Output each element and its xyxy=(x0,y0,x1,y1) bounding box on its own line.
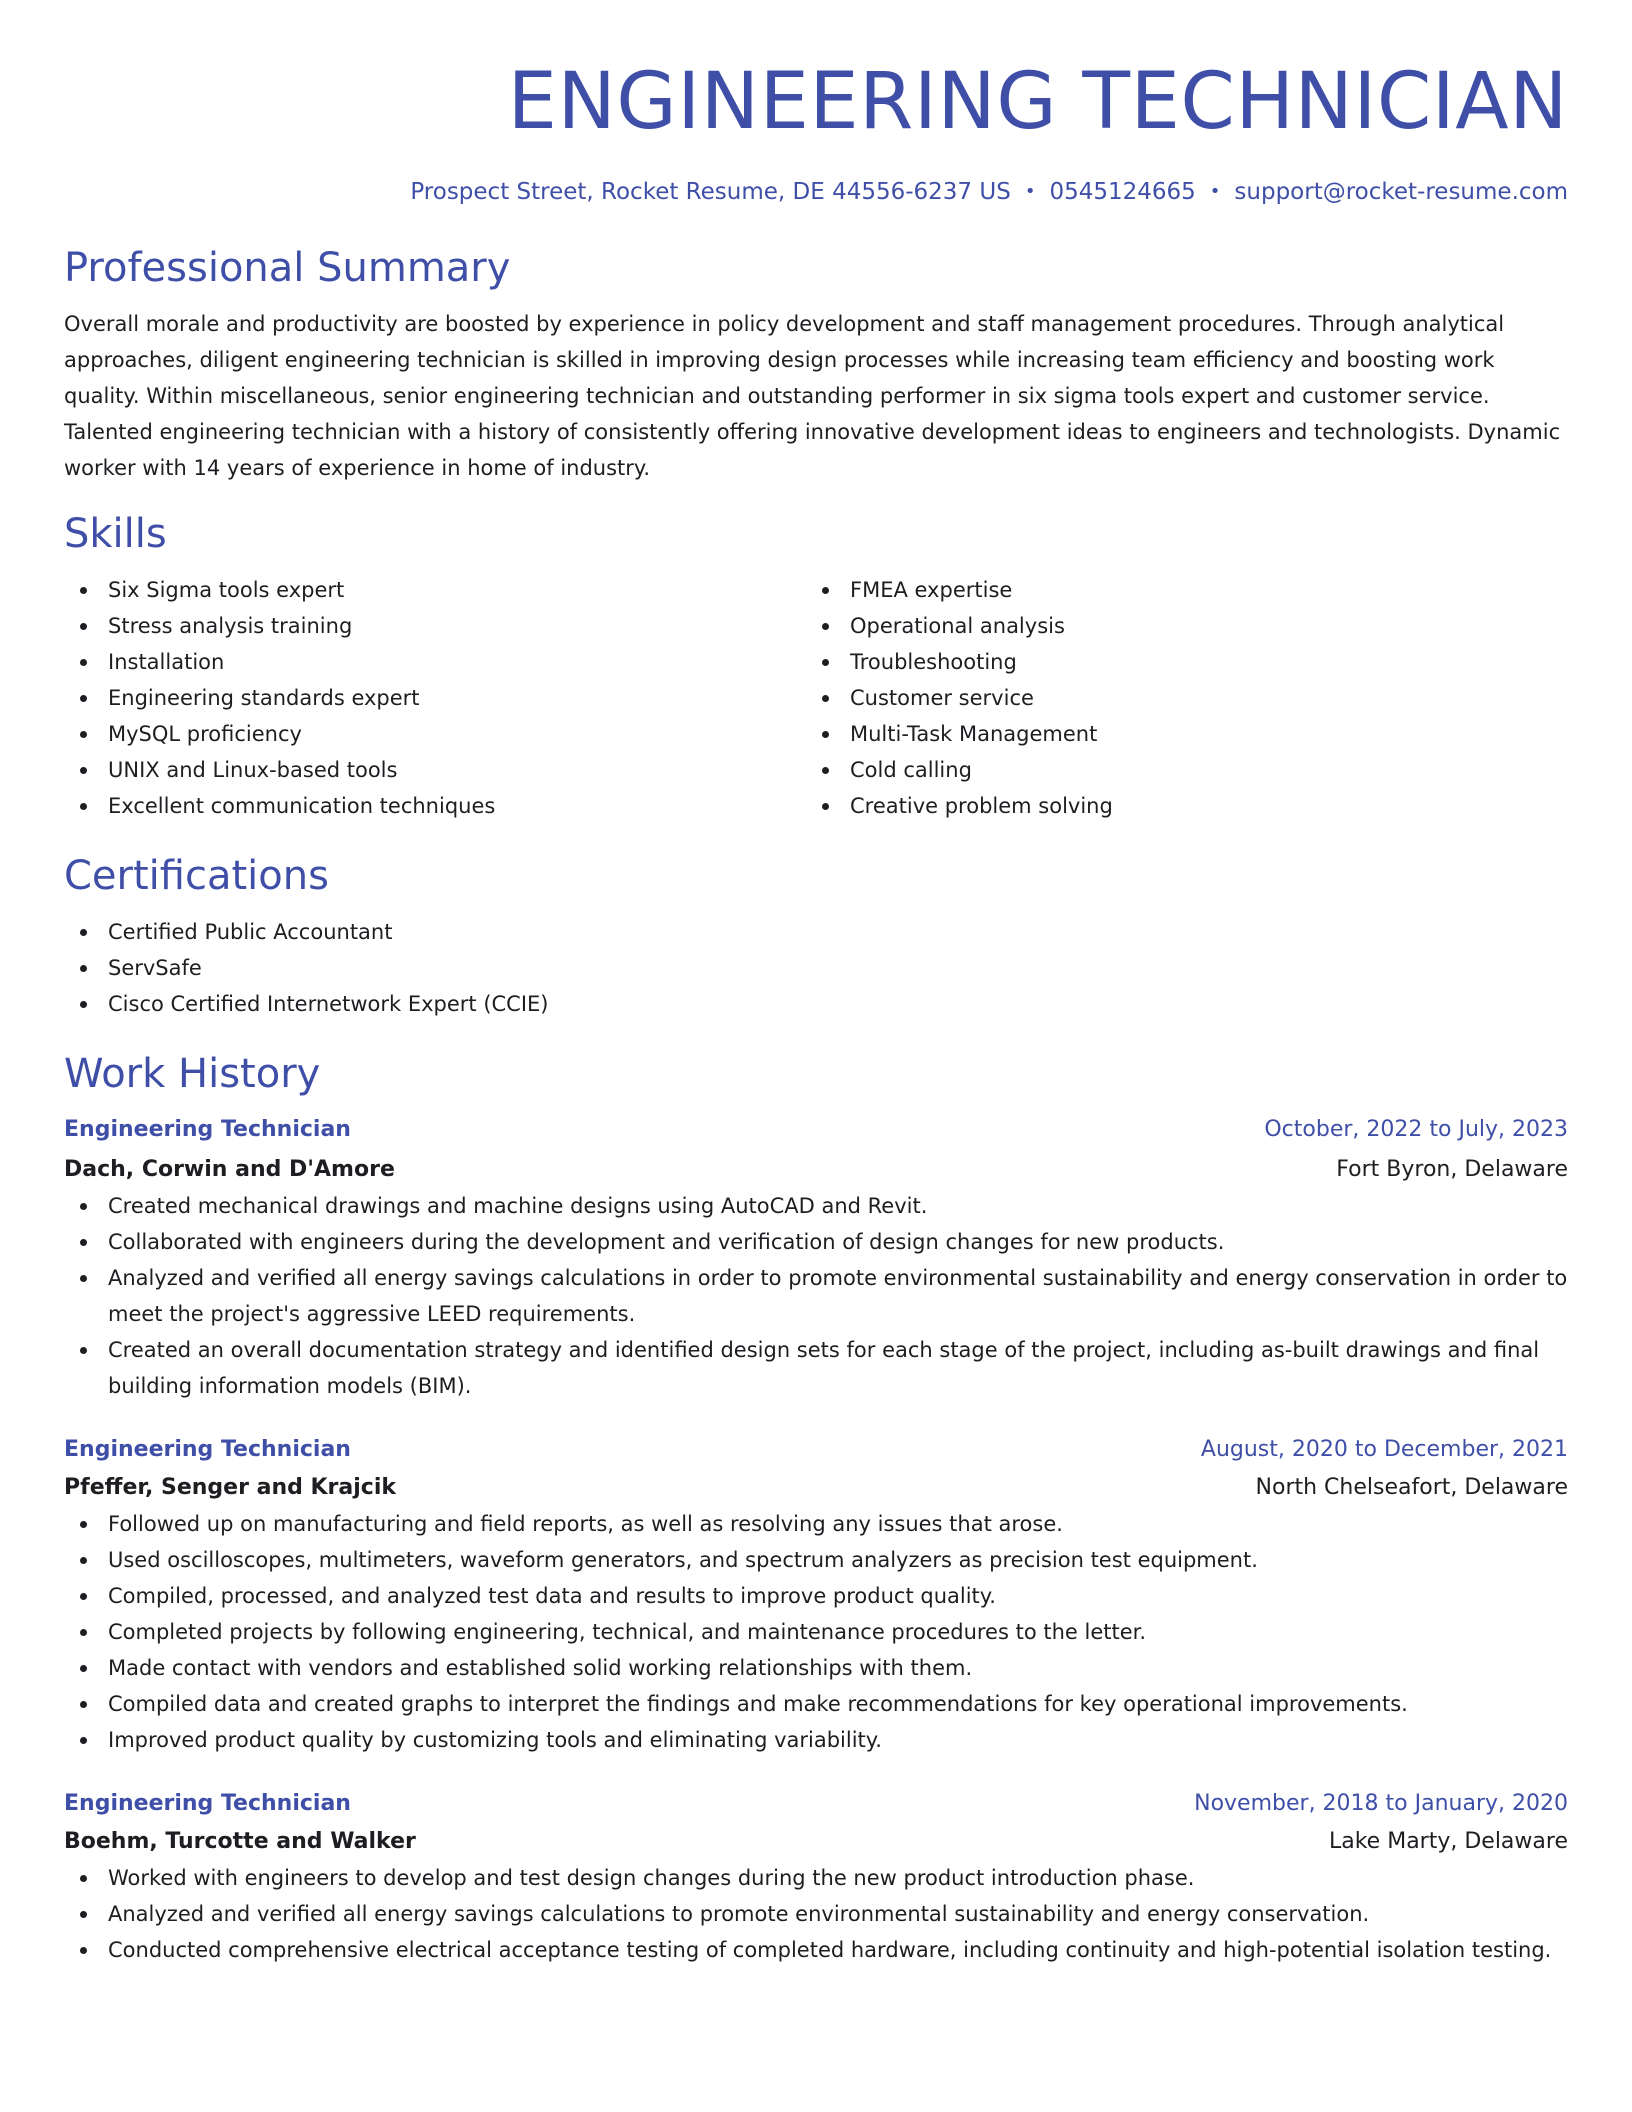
contact-phone: 0545124665 xyxy=(1049,179,1196,205)
job-bullet: Followed up on manufacturing and field reports, as well as resolving any issues that arose. xyxy=(64,1506,1568,1542)
job-company: Dach, Corwin and D'Amore xyxy=(64,1157,395,1182)
skill-item: Customer service xyxy=(806,680,1548,716)
job-bullets xyxy=(64,1506,1568,1758)
job-bullet: Conducted comprehensive electrical acceptance testing of completed hardware, including continuity and high-potential isolation testing. xyxy=(64,1932,1568,1968)
job-bullet: Worked with engineers to develop and test design changes during the new product introduction phase. xyxy=(64,1860,1568,1896)
job-bullets xyxy=(64,1860,1568,1968)
job-entry xyxy=(64,1112,1568,1404)
job-title: Engineering Technician xyxy=(64,1791,351,1816)
skill-item: Engineering standards expert xyxy=(64,680,806,716)
job-company-row xyxy=(64,1152,1568,1188)
skills-grid xyxy=(64,572,1568,824)
contact-email[interactable]: support@rocket-resume.com xyxy=(1234,179,1568,205)
skill-item: Six Sigma tools expert xyxy=(64,572,806,608)
skills-heading: Skills xyxy=(64,511,167,557)
skill-item: Multi-Task Management xyxy=(806,716,1548,752)
job-bullet: Created mechanical drawings and machine designs using AutoCAD and Revit. xyxy=(64,1188,1568,1224)
certifications-section xyxy=(64,848,1568,1022)
summary-section xyxy=(64,240,1568,486)
job-bullet: Used oscilloscopes, multimeters, waveform generators, and spectrum analyzers as precision test equipment. xyxy=(64,1542,1568,1578)
skill-item: Excellent communication techniques xyxy=(64,788,806,824)
job-dates: August, 2020 to December, 2021 xyxy=(1200,1437,1568,1462)
job-entry xyxy=(64,1432,1568,1758)
job-bullet: Analyzed and verified all energy savings calculations in order to promote environmental sustainability and energy conservation in order to meet the project's aggressive LEED requirements. xyxy=(64,1260,1568,1332)
work-history-heading: Work History xyxy=(64,1051,321,1097)
job-location: Lake Marty, Delaware xyxy=(1328,1829,1568,1854)
skill-item: MySQL proficiency xyxy=(64,716,806,752)
skills-column-right xyxy=(806,572,1548,824)
job-location: Fort Byron, Delaware xyxy=(1336,1157,1568,1182)
contact-separator: • xyxy=(1024,181,1036,202)
job-title: Engineering Technician xyxy=(64,1437,351,1462)
skill-item: FMEA expertise xyxy=(806,572,1548,608)
job-title-row xyxy=(64,1786,1568,1822)
job-bullets xyxy=(64,1188,1568,1404)
skills-section xyxy=(64,506,1568,824)
skill-item: Troubleshooting xyxy=(806,644,1548,680)
skill-item: Installation xyxy=(64,644,806,680)
certifications-heading: Certifications xyxy=(64,853,329,899)
job-title-row xyxy=(64,1432,1568,1468)
contact-address: Prospect Street, Rocket Resume, DE 44556-6237 US xyxy=(410,179,1011,205)
skill-item: Operational analysis xyxy=(806,608,1548,644)
job-bullet: Improved product quality by customizing tools and eliminating variability. xyxy=(64,1722,1568,1758)
job-bullet: Created an overall documentation strategy and identified design sets for each stage of the project, including as-built drawings and final building information models (BIM). xyxy=(64,1332,1568,1404)
certification-item: Cisco Certified Internetwork Expert (CCIE) xyxy=(64,986,1568,1022)
job-location: North Chelseafort, Delaware xyxy=(1255,1475,1568,1500)
skills-list-right xyxy=(806,572,1548,824)
skill-item: Creative problem solving xyxy=(806,788,1548,824)
skill-item: Cold calling xyxy=(806,752,1548,788)
job-title: Engineering Technician xyxy=(64,1117,351,1142)
job-company: Pfeffer, Senger and Krajcik xyxy=(64,1475,397,1500)
certifications-list xyxy=(64,914,1568,1022)
job-company-row xyxy=(64,1470,1568,1506)
job-dates: November, 2018 to January, 2020 xyxy=(1194,1791,1568,1816)
contact-separator: • xyxy=(1209,181,1221,202)
summary-heading: Professional Summary xyxy=(64,245,511,291)
job-bullet: Collaborated with engineers during the development and verification of design changes for new products. xyxy=(64,1224,1568,1260)
skill-item: UNIX and Linux-based tools xyxy=(64,752,806,788)
job-bullet: Compiled, processed, and analyzed test data and results to improve product quality. xyxy=(64,1578,1568,1614)
contact-line xyxy=(64,176,1568,208)
resume-page xyxy=(64,0,1568,1968)
skill-item: Stress analysis training xyxy=(64,608,806,644)
job-entry xyxy=(64,1786,1568,1968)
skills-list-left xyxy=(64,572,806,824)
work-history-section xyxy=(64,1046,1568,1968)
resume-header xyxy=(64,0,1568,208)
job-company: Boehm, Turcotte and Walker xyxy=(64,1829,416,1854)
job-bullet: Made contact with vendors and established solid working relationships with them. xyxy=(64,1650,1568,1686)
job-bullet: Compiled data and created graphs to interpret the findings and make recommendations for key operational improvements. xyxy=(64,1686,1568,1722)
job-company-row xyxy=(64,1824,1568,1860)
job-title-row xyxy=(64,1112,1568,1148)
summary-text: Overall morale and productivity are boosted by experience in policy development and staff management procedures. Through analytical approaches, diligent engineering technician is skilled in improving design processes while increasing team efficiency and boosting work quality. Within miscellaneous, senior engineering technician and outstanding performer in six sigma tools expert and customer service. Talented engineering technician with a history of consistently offering innovative development ideas to engineers and technologists. Dynamic worker with 14 years of experience in home of industry. xyxy=(64,312,1561,480)
job-bullet: Completed projects by following engineering, technical, and maintenance procedures to the letter. xyxy=(64,1614,1568,1650)
skills-column-left xyxy=(64,572,806,824)
resume-title: ENGINEERING TECHNICIAN xyxy=(507,57,1568,147)
certification-item: ServSafe xyxy=(64,950,1568,986)
job-dates: October, 2022 to July, 2023 xyxy=(1264,1117,1568,1142)
job-bullet: Analyzed and verified all energy savings calculations to promote environmental sustainability and energy conservation. xyxy=(64,1896,1568,1932)
certification-item: Certified Public Accountant xyxy=(64,914,1568,950)
